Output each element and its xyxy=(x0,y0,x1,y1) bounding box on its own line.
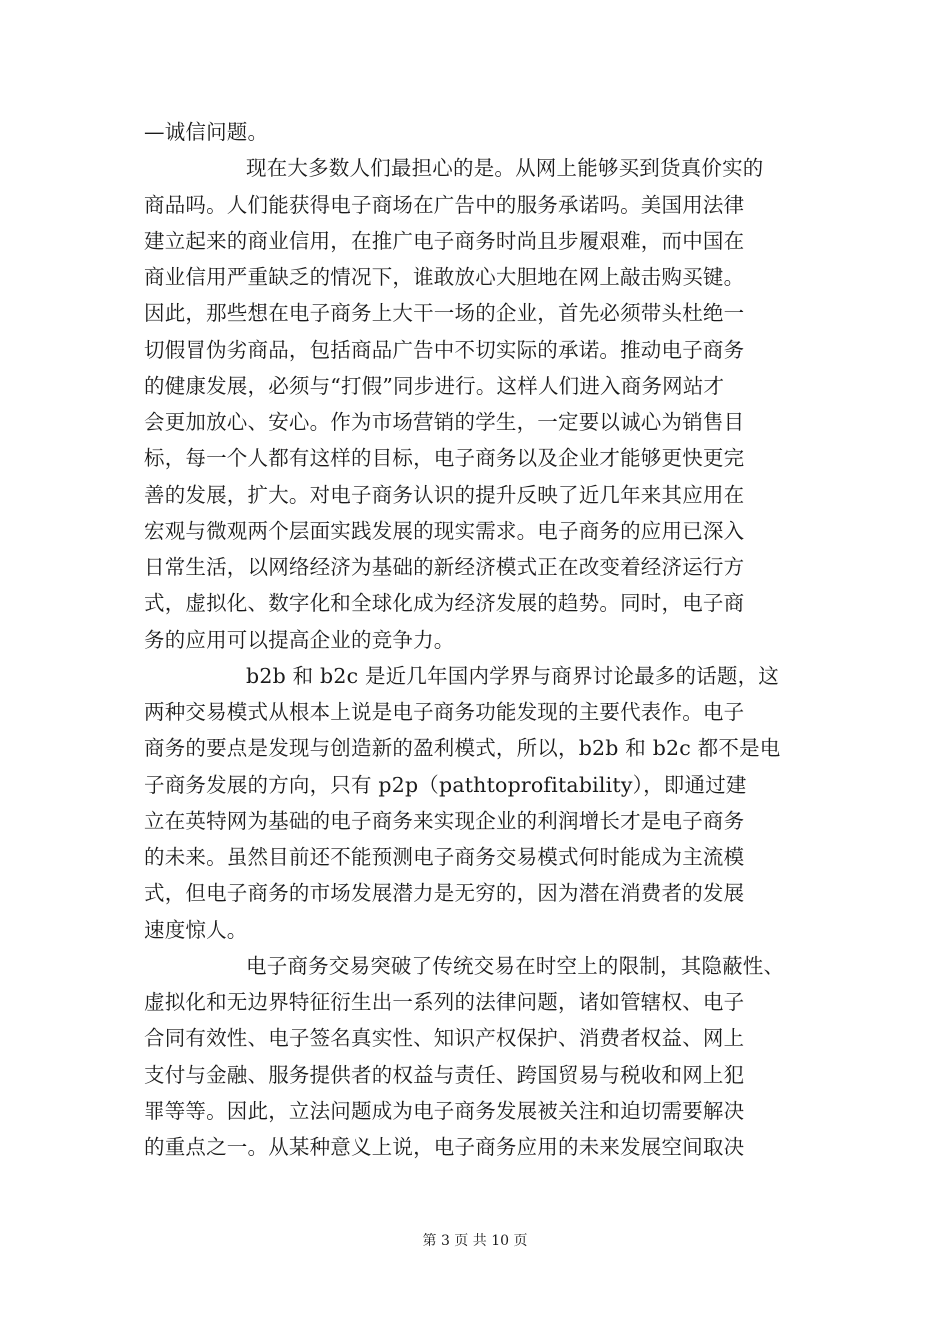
text-line: 日常生活，以网络经济为基础的新经济模式正在改变着经济运行方 xyxy=(144,555,745,579)
page-footer xyxy=(0,1232,950,1250)
text-line: 速度惊人。 xyxy=(144,917,248,942)
text-line: 因此，那些想在电子商务上大干一场的企业，首先必须带头杜绝一 xyxy=(144,301,745,326)
text-line: 的健康发展，必须与“打假”同步进行。这样人们进入商务网站才 xyxy=(144,373,725,398)
page-number: 第 3 页 共 10 页 xyxy=(422,1233,528,1249)
text-line: 切假冒伪劣商品，包括商品广告中不切实际的承诺。推动电子商务 xyxy=(144,337,745,362)
text-line: 罪等等。因此，立法问题成为电子商务发展被关注和迫切需要解决 xyxy=(144,1098,745,1123)
text-line: 立在英特网为基础的电子商务来实现企业的利润增长才是电子商务 xyxy=(144,808,745,833)
text-line: 建立起来的商业信用，在推广电子商务时尚且步履艰难，而中国在 xyxy=(144,228,745,253)
text-line: b2b 和 b2c 是近几年国内学界与商界讨论最多的话题，这 xyxy=(246,663,779,688)
text-line: 善的发展，扩大。对电子商务认识的提升反映了近几年来其应用在 xyxy=(144,482,745,507)
text-line: 商务的要点是发现与创造新的盈利模式，所以，b2b 和 b2c 都不是电 xyxy=(144,736,781,761)
text-line: 虚拟化和无边界特征衍生出一系列的法律问题，诸如管辖权、电子 xyxy=(144,990,745,1014)
text-line: 宏观与微观两个层面实践发展的现实需求。电子商务的应用已深入 xyxy=(144,518,745,543)
text-line: —诚信问题。 xyxy=(144,120,269,144)
text-line: 会更加放心、安心。作为市场营销的学生，一定要以诚心为销售目 xyxy=(144,410,745,434)
text-line: 商品吗。人们能获得电子商场在广告中的服务承诺吗。美国用法律 xyxy=(144,192,745,217)
text-line: 支付与金融、服务提供者的权益与责任、跨国贸易与税收和网上犯 xyxy=(144,1062,745,1087)
text-line: 现在大多数人们最担心的是。从网上能够买到货真价实的 xyxy=(246,156,764,181)
text-line: 式，但电子商务的市场发展潜力是无穷的，因为潜在消费者的发展 xyxy=(144,881,745,906)
text-line: 子商务发展的方向，只有 p2p（pathtoprofitability），即通过建 xyxy=(144,772,747,797)
text-line: 电子商务交易突破了传统交易在时空上的限制，其隐蔽性、 xyxy=(246,953,785,978)
text-line: 两种交易模式从根本上说是电子商务功能发现的主要代表作。电子 xyxy=(144,700,745,724)
text-line: 的重点之一。从某种意义上说，电子商务应用的未来发展空间取决 xyxy=(144,1135,745,1159)
text-line: 标，每一个人都有这样的目标，电子商务以及企业才能够更快更完 xyxy=(144,446,745,471)
text-line: 合同有效性、电子签名真实性、知识产权保护、消费者权益、网上 xyxy=(144,1026,745,1051)
text-line: 的未来。虽然目前还不能预测电子商务交易模式何时能成为主流模 xyxy=(144,845,745,869)
body-text xyxy=(144,114,808,1165)
text-line: 式，虚拟化、数字化和全球化成为经济发展的趋势。同时，电子商 xyxy=(144,591,745,616)
text-line: 商业信用严重缺乏的情况下，谁敢放心大胆地在网上敲击购买键。 xyxy=(144,265,745,289)
text-line: 务的应用可以提高企业的竞争力。 xyxy=(144,627,455,652)
